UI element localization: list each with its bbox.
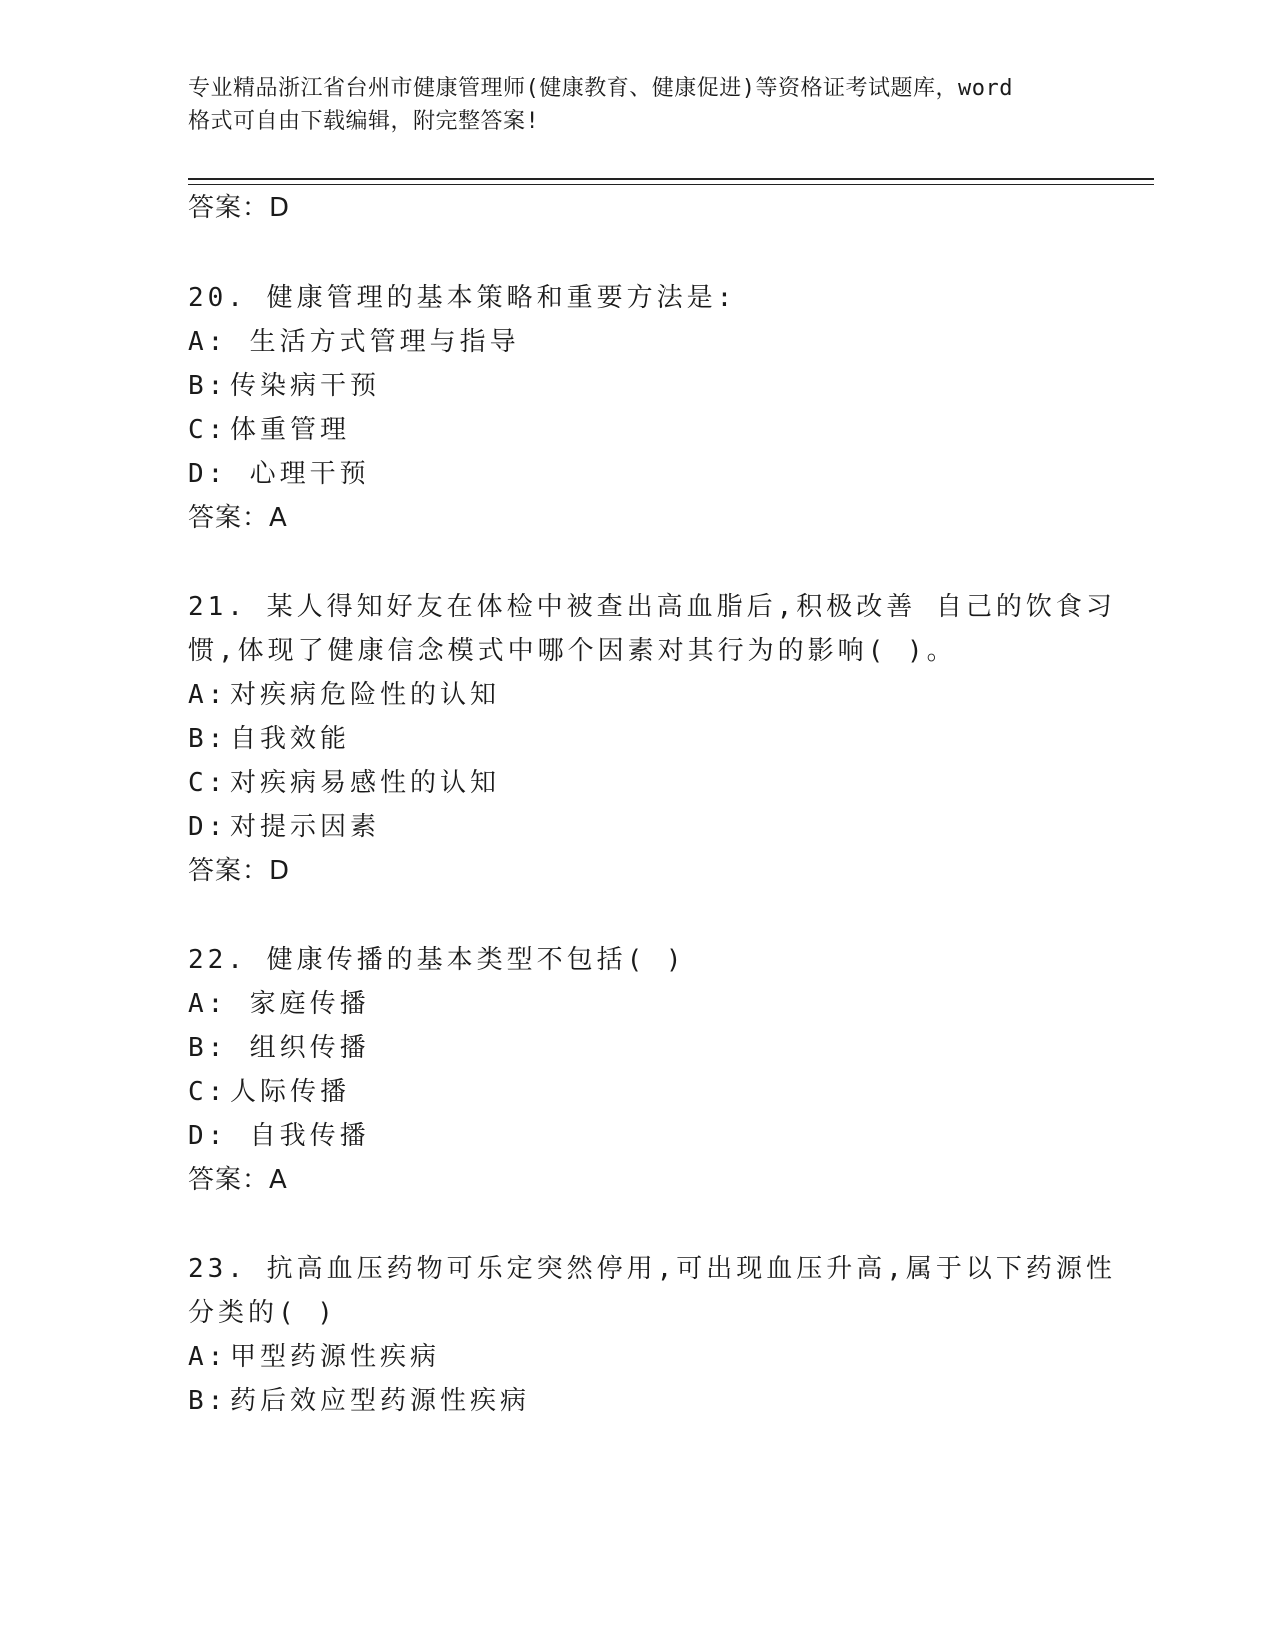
question-21-stem-line-2: 惯,体现了健康信念模式中哪个因素对其行为的影响( )。 — [188, 636, 957, 666]
question-20-option-a: A: 生活方式管理与指导 — [188, 327, 520, 357]
question-20-stem: 20. 健康管理的基本策略和重要方法是: — [188, 283, 737, 313]
question-21-option-a: A: 对疾病危险性的认知 — [188, 680, 501, 710]
question-23-stem-line-2: 分类的( ) — [188, 1298, 337, 1328]
question-21-option-b: B: 自我效能 — [188, 724, 351, 754]
question-22-option-a: A: 家庭传播 — [188, 989, 370, 1019]
question-22-option-c: C: 人际传播 — [188, 1077, 351, 1107]
question-22-option-d: D: 自我传播 — [188, 1121, 370, 1151]
document-header — [188, 72, 1088, 138]
question-21-option-d: D: 对提示因素 — [188, 812, 381, 842]
question-20-option-d: D: 心理干预 — [188, 459, 370, 489]
header-rule-thin — [188, 184, 1154, 185]
question-23-option-b: B: 药后效应型药源性疾病 — [188, 1386, 531, 1416]
question-20-option-b: B: 传染病干预 — [188, 371, 381, 401]
question-20-answer: 答案：A — [188, 503, 288, 533]
question-22-stem: 22. 健康传播的基本类型不包括( ) — [188, 945, 686, 975]
header-line-1: 专业精品浙江省台州市健康管理师(健康教育、健康促进)等资格证考试题库，word — [188, 76, 1013, 101]
question-22-option-b: B: 组织传播 — [188, 1033, 370, 1063]
question-21-stem-line-1: 21. 某人得知好友在体检中被查出高血脂后,积极改善 自己的饮食习 — [188, 592, 1116, 622]
header-rule-thick — [188, 178, 1154, 180]
header-line-2: 格式可自由下载编辑，附完整答案! — [188, 109, 540, 134]
question-23-option-a: A: 甲型药源性疾病 — [188, 1342, 441, 1372]
question-21-option-c: C: 对疾病易感性的认知 — [188, 768, 501, 798]
question-23-stem-line-1: 23. 抗高血压药物可乐定突然停用,可出现血压升高,属于以下药源性 — [188, 1254, 1116, 1284]
question-20-option-c: C: 体重管理 — [188, 415, 351, 445]
question-21-answer: 答案：D — [188, 856, 291, 886]
prev-answer: 答案：D — [188, 193, 291, 223]
question-22-answer: 答案：A — [188, 1165, 288, 1195]
